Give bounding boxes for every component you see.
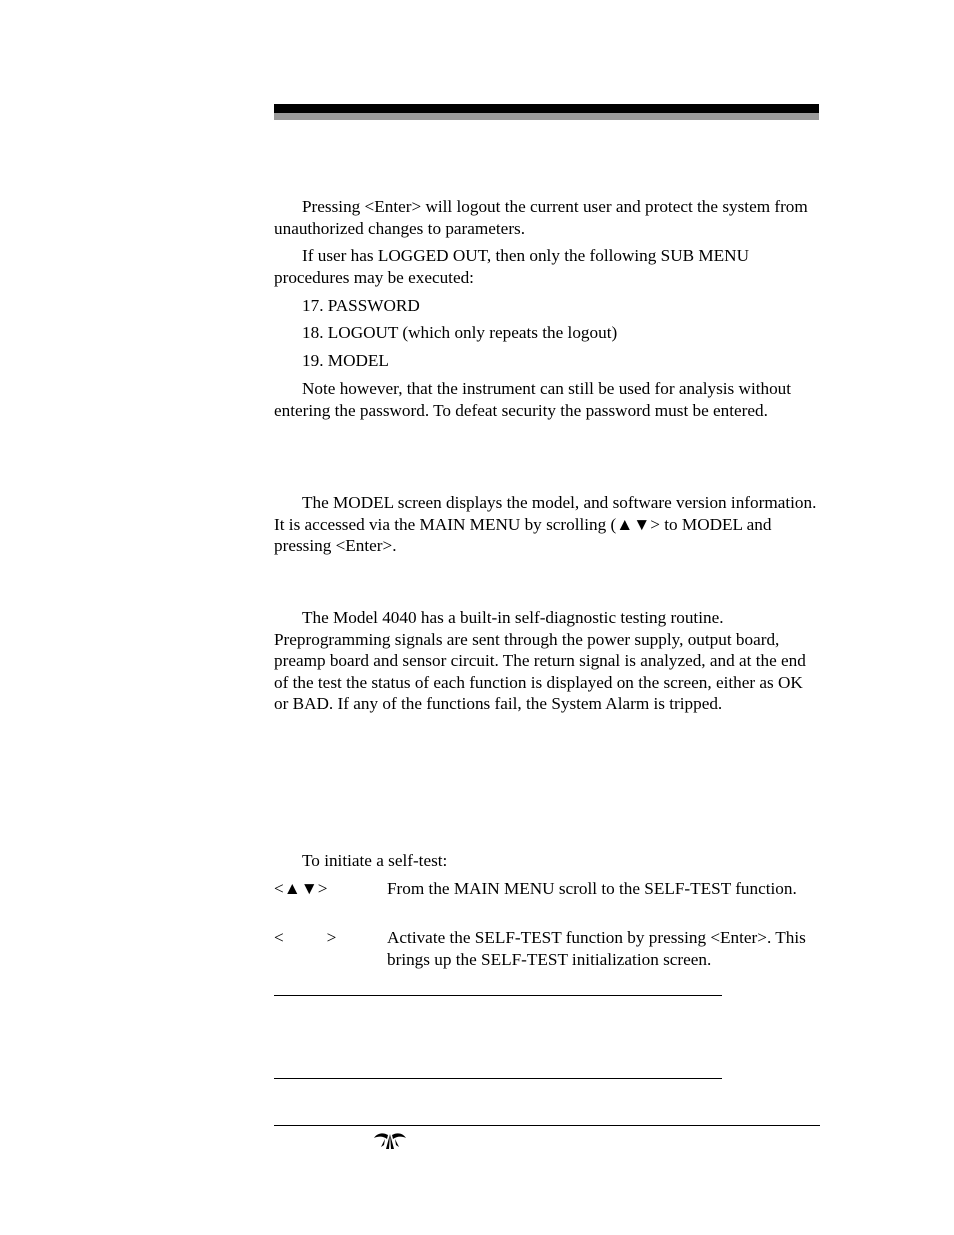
list-item: 18. LOGOUT (which only repeats the logout)	[302, 323, 618, 342]
step-key: <▲▼>	[274, 879, 328, 898]
list-item: 17. PASSWORD	[302, 296, 420, 315]
paragraph-model: The MODEL screen displays the model, and software version information. It is accessed via the MAIN MENU by scrolling (▲▼> to MODEL and pressing <Enter>.	[274, 493, 817, 555]
paragraph-self-test: The Model 4040 has a built-in self-diagnostic testing routine. Preprogramming signals are sent through the power supply, output board, preamp board and sensor circuit. The return signal is analyzed, and at the end of the test the status of each function is displayed on the screen, either as OK or BAD. If any of the functions fail, the System Alarm is tripped.	[274, 608, 806, 713]
paragraph-logout: Pressing <Enter> will logout the current user and protect the system from unauthorized changes to parameters.	[274, 197, 808, 238]
teledyne-logo-icon	[373, 1131, 407, 1151]
paragraph-note: Note however, that the instrument can still be used for analysis without entering the password. To defeat security the password must be entered.	[274, 379, 792, 420]
step-key: < >	[274, 928, 337, 947]
header-bar-shadow	[274, 113, 819, 120]
paragraph-logged-out: If user has LOGGED OUT, then only the following SUB MENU procedures may be executed:	[274, 246, 749, 287]
step-description: Activate the SELF-TEST function by pressing <Enter>. This brings up the SELF-TEST initialization screen.	[387, 928, 806, 969]
divider	[274, 1078, 722, 1079]
divider	[274, 995, 722, 996]
step-description: From the MAIN MENU scroll to the SELF-TEST function.	[387, 879, 797, 898]
list-item: 19. MODEL	[302, 351, 389, 370]
footer-divider	[274, 1125, 820, 1126]
paragraph-initiate: To initiate a self-test:	[302, 851, 448, 870]
header-bar	[274, 104, 819, 113]
